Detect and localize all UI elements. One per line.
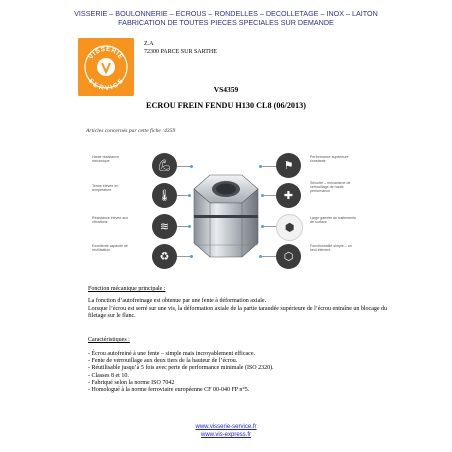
characteristic-item: - Classes 8 et 10. <box>88 372 129 379</box>
hex-nut-icon: ⬢ <box>276 214 303 241</box>
address-line-1: Z.A <box>144 41 154 47</box>
mechanical-paragraph-2: Lorsque l’écrou est serré sur une vis, la déformation axiale de la partie taraudée supérieure de l’écrou entraîne un blocage du filetage sur le flanc. <box>88 306 388 320</box>
feature-label-performance: Performance supérieure constante <box>310 155 349 164</box>
characteristic-item: - Écrou autofreiné à une fente – simple mais incroyablement efficace. <box>88 351 255 357</box>
vibration-icon: ≋ <box>152 214 177 239</box>
characteristic-item: - Fabriqué selon la norme ISO 7042 <box>88 379 175 386</box>
leader-line <box>264 226 276 227</box>
characteristic-item: - Réutilisable jusqu’à 5 fois avec perte de performance minimale (ISO 2320). <box>88 365 274 372</box>
svg-text:SERVICE: SERVICE <box>86 77 126 93</box>
header-line-1: VISSERIE – BOULONNERIE – ECROUS – RONDELLES – DECOLLETAGE – INOX – LAITON <box>74 9 378 18</box>
leader-line <box>262 256 276 257</box>
mechanical-title: Fonction mécanique principale : <box>88 286 166 292</box>
flag-icon: ⚑ <box>276 153 301 178</box>
cross-icon: ✚ <box>276 183 301 208</box>
mechanical-paragraph-1: La fonction d’autofreinage est obtenue par une fente à déformation axiale. <box>88 298 267 304</box>
thermometer-icon: 🌡︎ <box>152 183 177 208</box>
feature-label-vibration: Résistance élevée aux vibrations <box>92 216 129 225</box>
feature-label-temperature: Tenue élevée en température <box>92 184 119 193</box>
leader-line <box>262 166 276 167</box>
leader-line <box>264 195 276 196</box>
website-link-1[interactable]: www.visserie-service.fr <box>195 424 257 430</box>
website-link-2[interactable]: www.vis-express.fr <box>200 432 251 438</box>
characteristic-item: - Fente de verrouillage aux deux tiers de la hauteur de l’écrou. <box>88 358 238 365</box>
articles-concerned: Articles concernés par cette fiche :4359 <box>86 128 176 134</box>
header-line-2: FABRICATION DE TOUTES PIECES SPECIALES SUR DEMANDE <box>118 17 334 27</box>
hexagon-icon: ⬡ <box>276 244 301 269</box>
address-line-2: 72300 PARCE SUR SARTHE <box>144 49 217 55</box>
feature-label-surface: Large gamme de traitements de surface <box>310 216 356 225</box>
feature-label-safety: Sécurité – mécanisme de verrouillage de haute performance <box>310 181 351 194</box>
characteristics-title: Caractéristiques : <box>88 337 130 343</box>
sheet-title: ECROU FREIN FENDU H130 CL8 (06/2013) <box>146 101 306 110</box>
svg-text:VISSERIE: VISSERIE <box>87 45 125 61</box>
feature-infographic <box>88 147 360 273</box>
characteristic-item: - Homologué à la norme ferroviaire européenne CF 00-040 FP n°5. <box>88 387 250 394</box>
hex-lock-nut-image <box>184 153 268 269</box>
feature-label-simple: Fonctionnalité simple – un seul élément <box>310 244 352 253</box>
feature-label-reuse: Excellente capacité de réutilisation <box>92 244 128 253</box>
sheet-ref: VS4359 <box>213 85 239 94</box>
characteristics-list <box>88 351 388 394</box>
recycle-icon: ♻︎ <box>152 244 177 269</box>
arm-muscle-icon: 💪︎ <box>152 153 177 178</box>
feature-label-strength: Haute résistance mécanique <box>92 155 119 164</box>
